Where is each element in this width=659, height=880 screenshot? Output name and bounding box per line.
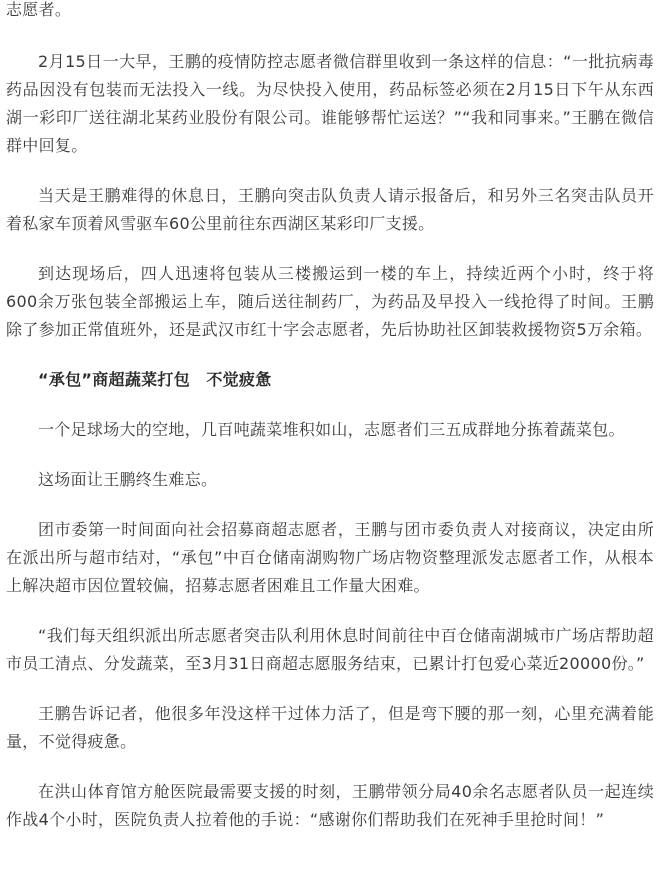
paragraph: 这场面让王鹏终生难忘。	[38, 470, 218, 489]
paragraph: 一个足球场大的空地，几百吨蔬菜堆积如山，志愿者们三五成群地分拣着蔬菜包。	[38, 420, 625, 439]
paragraph: 当天是王鹏难得的休息日，王鹏向突击队负责人请示报备后，和另外三名突击队员开着私家车顶着风雪驱车60公里前往东西湖区某彩印厂支援。	[6, 186, 654, 233]
paragraph: 志愿者。	[6, 0, 72, 19]
paragraph: “我们每天组织派出所志愿者突击队利用休息时间前往中百仓储南湖城市广场店帮助超市员工清点、分发蔬菜，至3月31日商超志愿服务结束，已累计打包爱心菜近20000份。”	[6, 626, 654, 673]
article-body	[6, 0, 654, 834]
section-subheading: “承包”商超蔬菜打包 不觉疲惫	[38, 370, 272, 389]
paragraph: 到达现场后，四人迅速将包装从三楼搬运到一楼的车上，持续近两个小时，终于将600余万张包装全部搬运上车，随后送往制药厂，为药品及早投入一线抢得了时间。王鹏除了参加正常值班外，还是武汉市红十字会志愿者，先后协助社区卸装救援物资5万余箱。	[6, 264, 654, 339]
paragraph: 2月15日一大早，王鹏的疫情防控志愿者微信群里收到一条这样的信息：“一批抗病毒药品因没有包装而无法投入一线。为尽快投入使用，药品标签必须在2月15日下午从东西湖一彩印厂送往湖北某药业股份有限公司。谁能够帮忙运送？”“我和同事来。”王鹏在微信群中回复。	[6, 52, 654, 155]
paragraph: 王鹏告诉记者，他很多年没这样干过体力活了，但是弯下腰的那一刻，心里充满着能量，不觉得疲惫。	[6, 704, 654, 751]
paragraph: 在洪山体育馆方舱医院最需要支援的时刻，王鹏带领分局40余名志愿者队员一起连续作战4个小时，医院负责人拉着他的手说：“感谢你们帮助我们在死神手里抢时间！”	[6, 782, 654, 829]
paragraph: 团市委第一时间面向社会招募商超志愿者，王鹏与团市委负责人对接商议，决定由所在派出所与超市结对，“承包”中百仓储南湖购物广场店物资整理派发志愿者工作，从根本上解决超市因位置较偏，招募志愿者困难且工作量大困难。	[6, 520, 654, 595]
